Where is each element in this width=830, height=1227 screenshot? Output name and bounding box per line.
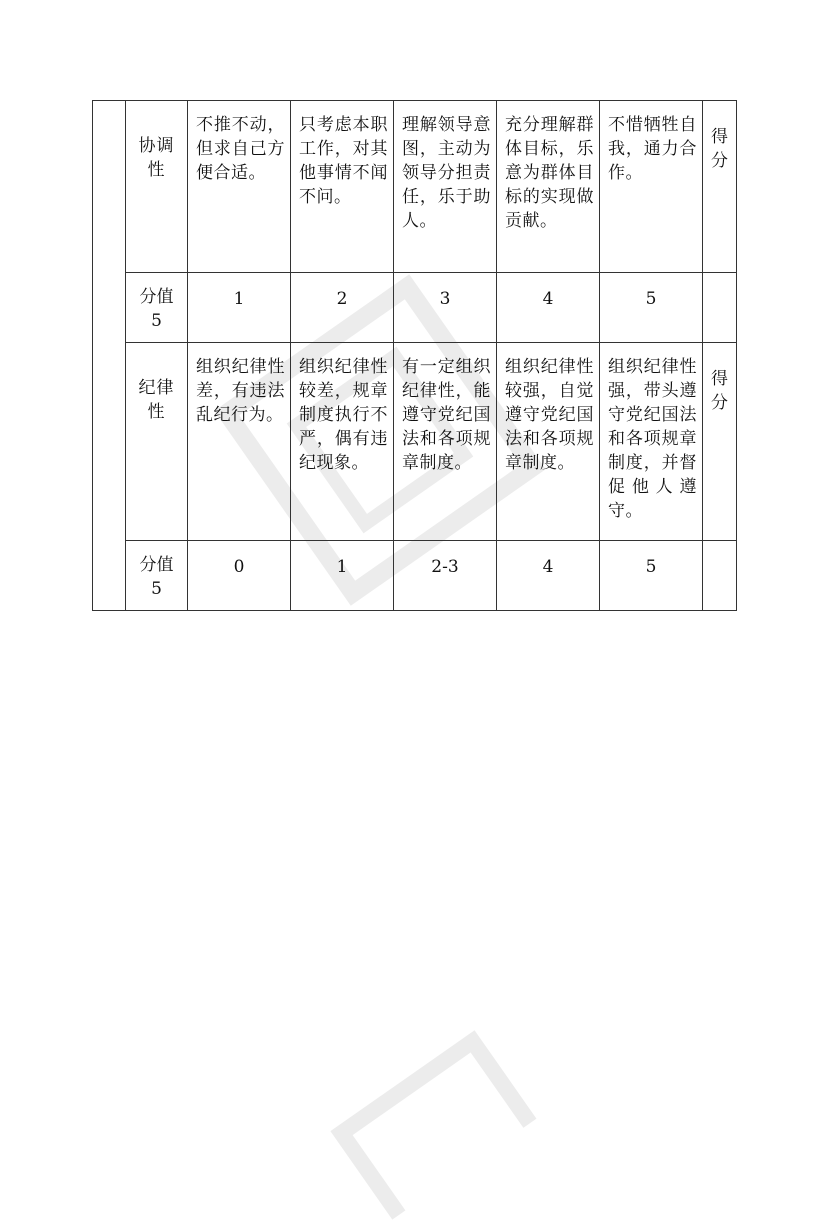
evaluation-table (92, 100, 737, 611)
score-value: 2-3 (394, 541, 497, 611)
score-value: 1 (188, 273, 291, 343)
criterion-label: 纪律 性 (126, 343, 188, 541)
score-value: 2 (291, 273, 394, 343)
table-row (93, 541, 737, 611)
score-value: 0 (188, 541, 291, 611)
score-value-label: 分值 5 (126, 273, 188, 343)
table-row (93, 101, 737, 273)
level-description: 有一定组织纪律性，能遵守党纪国法和各项规章制度。 (394, 343, 497, 541)
score-value: 1 (291, 541, 394, 611)
category-cell (93, 101, 126, 611)
level-description: 组织纪律性强，带头遵守党纪国法和各项规章制度，并督促他人遵守。 (600, 343, 703, 541)
score-label: 得 分 (703, 101, 737, 273)
score-label: 得 分 (703, 343, 737, 541)
level-description: 不推不动，但求自己方便合适。 (188, 101, 291, 273)
level-description: 理解领导意图，主动为领导分担责任，乐于助人。 (394, 101, 497, 273)
score-value: 4 (497, 273, 600, 343)
table-row (93, 273, 737, 343)
score-value: 5 (600, 273, 703, 343)
score-value: 3 (394, 273, 497, 343)
level-description: 组织纪律性较差，规章制度执行不严，偶有违纪现象。 (291, 343, 394, 541)
table-row (93, 343, 737, 541)
score-entry-cell[interactable] (703, 541, 737, 611)
level-description: 组织纪律性差，有违法乱纪行为。 (188, 343, 291, 541)
score-value: 4 (497, 541, 600, 611)
score-value: 5 (600, 541, 703, 611)
score-entry-cell[interactable] (703, 273, 737, 343)
watermark-icon (314, 1013, 547, 1226)
level-description: 充分理解群体目标，乐意为群体目标的实现做贡献。 (497, 101, 600, 273)
score-value-label: 分值 5 (126, 541, 188, 611)
level-description: 不惜牺牲自我，通力合作。 (600, 101, 703, 273)
level-description: 组织纪律性较强，自觉遵守党纪国法和各项规章制度。 (497, 343, 600, 541)
level-description: 只考虑本职工作，对其他事情不闻不问。 (291, 101, 394, 273)
criterion-label: 协调 性 (126, 101, 188, 273)
